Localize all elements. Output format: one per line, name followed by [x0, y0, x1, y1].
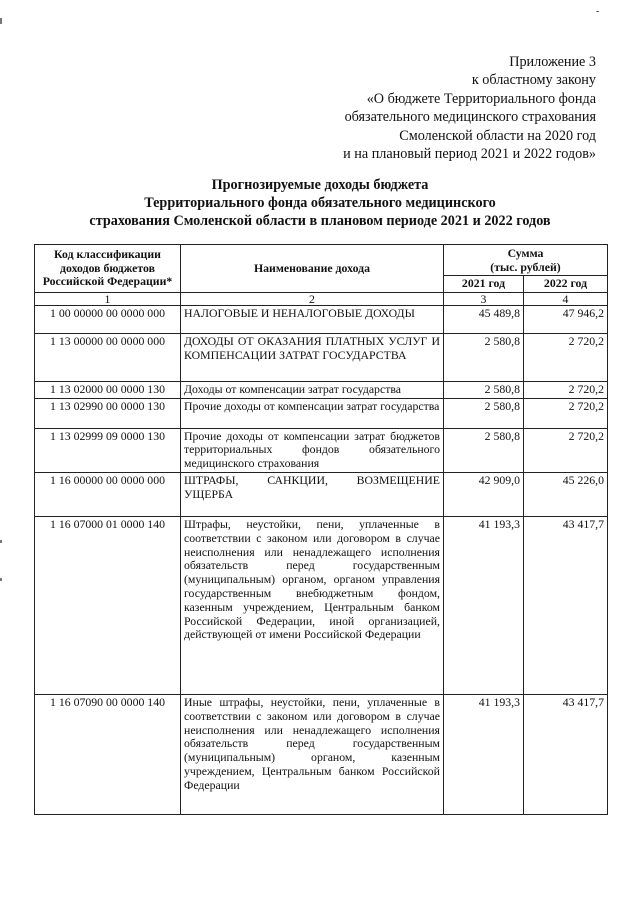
- table-row: [35, 305, 608, 333]
- appendix-line: Смоленской области на 2020 год: [399, 127, 596, 144]
- scan-artifact: [0, 578, 2, 581]
- row-value-2022: 43 417,7: [524, 516, 608, 694]
- row-name: Прочие доходы от компенсации затрат государства: [181, 398, 444, 428]
- table-row: [35, 516, 608, 694]
- header-sum: [444, 245, 608, 276]
- scan-artifact: [0, 18, 2, 24]
- row-code: 1 13 00000 00 0000 000: [35, 333, 181, 381]
- header-code: Код классификации доходов бюджетов Российской Федерации*: [35, 245, 181, 293]
- row-value-2021: 2 580,8: [444, 333, 524, 381]
- row-code: 1 16 07000 01 0000 140: [35, 516, 181, 694]
- scan-artifact: [0, 540, 2, 543]
- row-value-2022: 2 720,2: [524, 428, 608, 472]
- document-title: [40, 177, 600, 230]
- row-name: НАЛОГОВЫЕ И НЕНАЛОГОВЫЕ ДОХОДЫ: [181, 305, 444, 333]
- column-index: 3: [444, 292, 524, 305]
- table-row: [35, 333, 608, 381]
- table-row: [35, 398, 608, 428]
- row-value-2022: 43 417,7: [524, 694, 608, 814]
- row-value-2022: 2 720,2: [524, 398, 608, 428]
- appendix-line: обязательного медицинского страхования: [344, 109, 596, 126]
- row-code: 1 13 02999 09 0000 130: [35, 428, 181, 472]
- column-index-row: [35, 292, 608, 305]
- row-value-2021: 41 193,3: [444, 516, 524, 694]
- table-row: [35, 472, 608, 516]
- header-name: Наименование дохода: [181, 245, 444, 293]
- row-value-2021: 2 580,8: [444, 428, 524, 472]
- row-value-2021: 2 580,8: [444, 398, 524, 428]
- table-row: [35, 694, 608, 814]
- appendix-header: [343, 53, 596, 163]
- table-row: [35, 381, 608, 398]
- appendix-line: к областному закону: [471, 72, 596, 89]
- row-name: ШТРАФЫ, САНКЦИИ, ВОЗМЕЩЕНИЕ УЩЕРБА: [181, 472, 444, 516]
- row-value-2022: 2 720,2: [524, 381, 608, 398]
- column-index: 4: [524, 292, 608, 305]
- row-value-2022: 47 946,2: [524, 305, 608, 333]
- appendix-line: и на плановый период 2021 и 2022 годов»: [343, 146, 596, 163]
- header-year-2022: 2022 год: [524, 276, 608, 293]
- header-sum-label: Сумма: [507, 246, 544, 260]
- row-value-2022: 2 720,2: [524, 333, 608, 381]
- income-table: [34, 244, 608, 815]
- row-value-2021: 45 489,8: [444, 305, 524, 333]
- column-index: 2: [181, 292, 444, 305]
- row-name: Иные штрафы, неустойки, пени, уплаченные в соответствии с законом или договором в случае неисполнения или ненадлежащего исполнения обязательств перед государственным (муниципальным) органом, казенным учреждением, Центральным банком Российской Федерации: [181, 694, 444, 814]
- title-line: Территориального фонда обязательного медицинского: [144, 194, 496, 211]
- header-sum-units: (тыс. рублей): [490, 260, 561, 274]
- row-name: Доходы от компенсации затрат государства: [181, 381, 444, 398]
- title-line: страхования Смоленской области в плановом периоде 2021 и 2022 годов: [89, 212, 551, 229]
- table-header-row: [35, 245, 608, 276]
- row-value-2022: 45 226,0: [524, 472, 608, 516]
- appendix-line: Приложение 3: [509, 54, 596, 70]
- title-line: Прогнозируемые доходы бюджета: [211, 177, 429, 193]
- row-code: 1 16 00000 00 0000 000: [35, 472, 181, 516]
- row-name: Штрафы, неустойки, пени, уплаченные в соответствии с законом или договором в случае неисполнения или ненадлежащего исполнения обязательств перед государственным (муниципальным) органом, органом управления государственным внебюджетным фондом, казенным учреждением, Центральным банком Российской Федерации, иной организацией, действующей от имени Российской Федерации: [181, 516, 444, 694]
- row-code: 1 13 02000 00 0000 130: [35, 381, 181, 398]
- row-name: ДОХОДЫ ОТ ОКАЗАНИЯ ПЛАТНЫХ УСЛУГ И КОМПЕНСАЦИИ ЗАТРАТ ГОСУДАРСТВА: [181, 333, 444, 381]
- table-row: [35, 428, 608, 472]
- row-value-2021: 42 909,0: [444, 472, 524, 516]
- column-index: 1: [35, 292, 181, 305]
- row-name: Прочие доходы от компенсации затрат бюджетов территориальных фондов обязательного медицинского страхования: [181, 428, 444, 472]
- row-code: 1 00 00000 00 0000 000: [35, 305, 181, 333]
- row-code: 1 13 02990 00 0000 130: [35, 398, 181, 428]
- scan-mark: -: [596, 6, 600, 17]
- row-code: 1 16 07090 00 0000 140: [35, 694, 181, 814]
- row-value-2021: 2 580,8: [444, 381, 524, 398]
- row-value-2021: 41 193,3: [444, 694, 524, 814]
- appendix-line: «О бюджете Территориального фонда: [366, 90, 596, 107]
- header-year-2021: 2021 год: [444, 276, 524, 293]
